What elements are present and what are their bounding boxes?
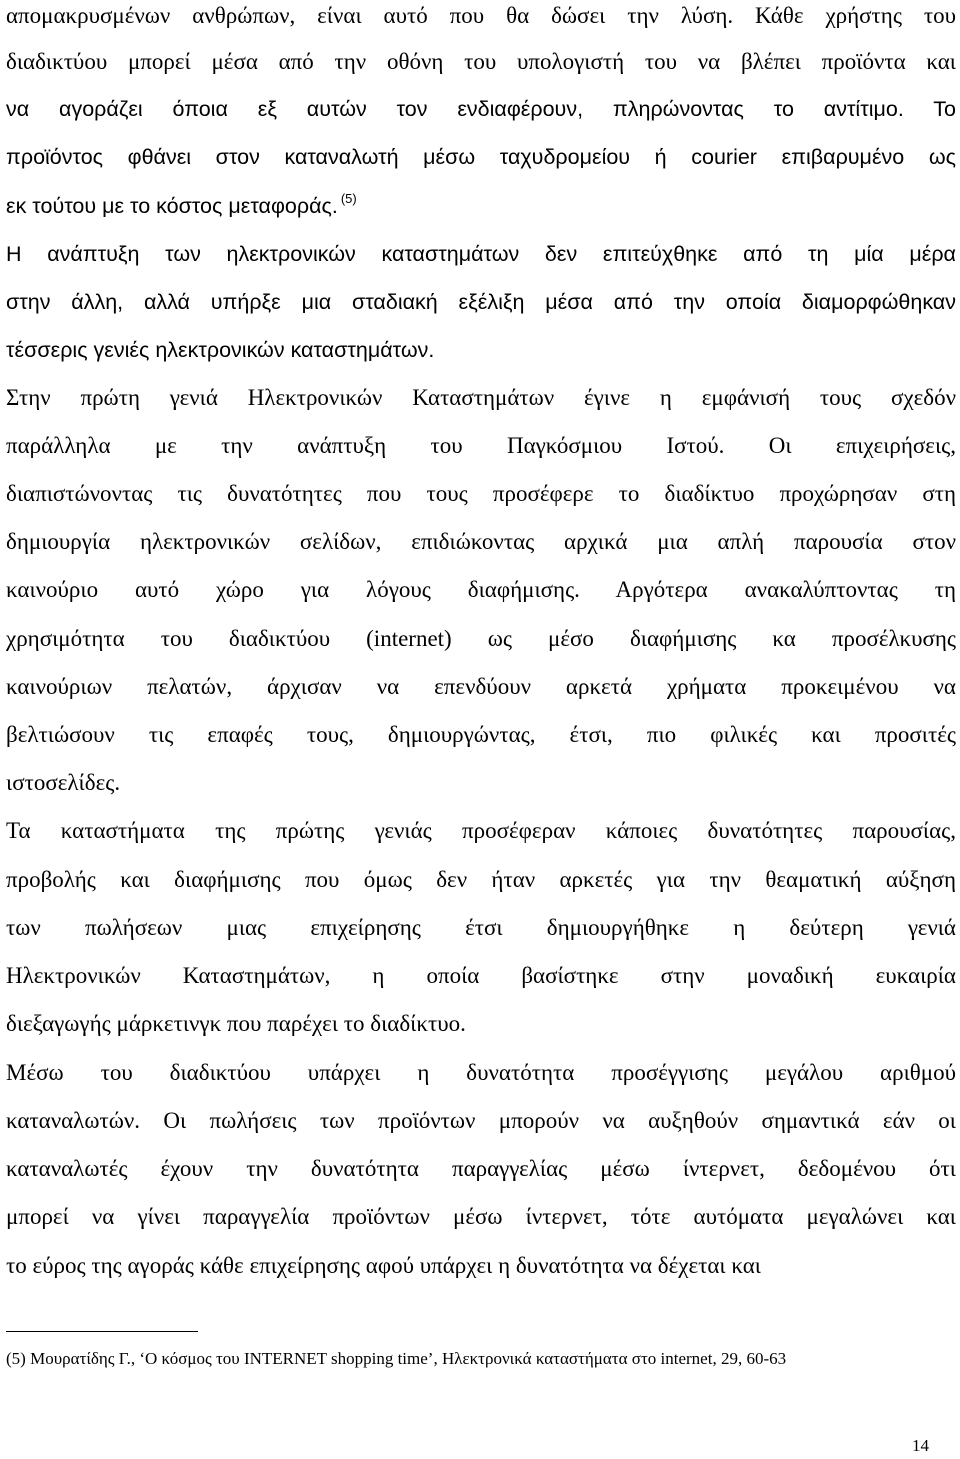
text-line-20: των πωλήσεων μιας επιχείρησης έτσι δημιουργήθηκε η δεύτερη γενιά bbox=[6, 915, 956, 940]
text-line-23: Μέσω του διαδικτύου υπάρχει η δυνατότητα προσέγγισης μεγάλου αριθμού bbox=[6, 1060, 956, 1085]
text-line-22: διεξαγωγής μάρκετινγκ που παρέχει το διαδίκτυο. bbox=[6, 1011, 466, 1036]
footnote-separator bbox=[6, 1331, 198, 1332]
text-line-5-text: εκ τούτου με το κόστος μεταφοράς. bbox=[6, 194, 338, 218]
text-line-8: τέσσερις γενιές ηλεκτρονικών καταστημάτων. bbox=[6, 338, 435, 362]
footnote-reference: (5) bbox=[340, 190, 357, 206]
text-line-25: καταναλωτές έχουν την δυνατότητα παραγγελίας μέσω ίντερνετ, δεδομένου ότι bbox=[6, 1156, 956, 1181]
text-line-16: βελτιώσουν τις επαφές τους, δημιουργώντας, έτσι, πιο φιλικές και προσιτές bbox=[6, 722, 956, 747]
text-line-15: καινούριων πελατών, άρχισαν να επενδύουν αρκετά χρήματα προκειμένου να bbox=[6, 674, 956, 699]
text-line-10: παράλληλα με την ανάπτυξη του Παγκόσμιου Ιστού. Οι επιχειρήσεις, bbox=[6, 433, 956, 458]
text-line-9: Στην πρώτη γενιά Ηλεκτρονικών Καταστημάτων έγινε η εμφάνισή τους σχεδόν bbox=[6, 385, 956, 410]
text-line-21: Ηλεκτρονικών Καταστημάτων, η οποία βασίστηκε στην μοναδική ευκαιρία bbox=[6, 963, 956, 988]
text-line-24: καταναλωτών. Οι πωλήσεις των προϊόντων μπορούν να αυξηθούν σημαντικά εάν οι bbox=[6, 1108, 956, 1133]
text-line-26: μπορεί να γίνει παραγγελία προϊόντων μέσω ίντερνετ, τότε αυτόματα μεγαλώνει και bbox=[6, 1204, 956, 1229]
text-line-11: διαπιστώνοντας τις δυνατότητες που τους προσέφερε το διαδίκτυο προχώρησαν στη bbox=[6, 481, 956, 506]
text-line-13: καινούριο αυτό χώρο για λόγους διαφήμισης. Αργότερα ανακαλύπτοντας τη bbox=[6, 577, 956, 602]
text-line-27: το εύρος της αγοράς κάθε επιχείρησης αφού υπάρχει η δυνατότητα να δέχεται και bbox=[6, 1253, 761, 1278]
text-line-5 bbox=[6, 192, 956, 220]
text-line-17: ιστοσελίδες. bbox=[6, 770, 121, 795]
text-line-19: προβολής και διαφήμισης που όμως δεν ήταν αρκετές για την θεαματική αύξηση bbox=[6, 867, 956, 892]
text-line-18: Τα καταστήματα της πρώτης γενιάς προσέφεραν κάποιες δυνατότητες παρουσίας, bbox=[6, 818, 956, 843]
text-line-14: χρησιμότητα του διαδικτύου (internet) ως μέσο διαφήμισης κα προσέλκυσης bbox=[6, 626, 956, 651]
footnote: (5) Μουρατίδης Γ., ‘Ο κόσμος του INTERNET shopping time’, Ηλεκτρονικά καταστήματα στο internet, 29, 60-63 bbox=[6, 1349, 787, 1368]
text-line-2: διαδικτύου μπορεί μέσα από την οθόνη του υπολογιστή του να βλέπει προϊόντα και bbox=[6, 49, 956, 74]
text-line-4: προϊόντος φθάνει στον καταναλωτή μέσω ταχυδρομείου ή courier επιβαρυμένο ως bbox=[6, 145, 956, 169]
text-line-7: στην άλλη, αλλά υπήρξε μια σταδιακή εξέλιξη μέσα από την οποία διαμορφώθηκαν bbox=[6, 290, 956, 314]
text-line-1: απομακρυσμένων ανθρώπων, είναι αυτό που θα δώσει την λύση. Κάθε χρήστης του bbox=[6, 3, 956, 28]
page-number: 14 bbox=[912, 1436, 929, 1455]
text-line-6: Η ανάπτυξη των ηλεκτρονικών καταστημάτων δεν επιτεύχθηκε από τη μία μέρα bbox=[6, 242, 956, 266]
text-line-12: δημιουργία ηλεκτρονικών σελίδων, επιδιώκοντας αρχικά μια απλή παρουσία στον bbox=[6, 529, 956, 554]
text-line-3: να αγοράζει όποια εξ αυτών τον ενδιαφέρουν, πληρώνοντας το αντίτιμο. Το bbox=[6, 97, 956, 121]
